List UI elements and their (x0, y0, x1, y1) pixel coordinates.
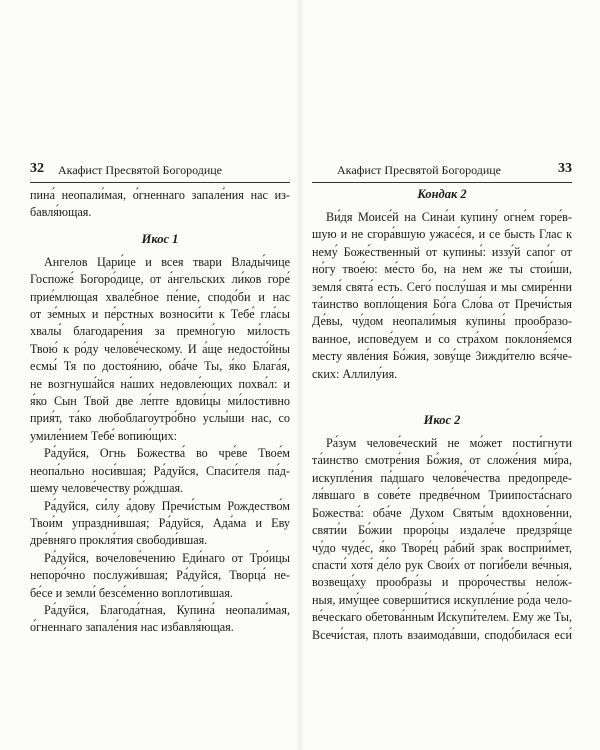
text-line: возвеща́ху прообра́зы и проро́чествы нело́ж- (312, 575, 572, 590)
text-line: бавля́ющая. (30, 205, 92, 220)
text-line: хвалы́ благодаре́ния за премно́гую ми́лость (30, 324, 290, 339)
running-head-left (30, 162, 290, 182)
text-line: спасти́ хотя́ де́ло рук Свои́х от поги́бели ве́чныя, (312, 557, 572, 572)
right-page (300, 0, 600, 750)
running-title-left: Акафист Пресвятой Богородице (58, 163, 223, 177)
kondak-2-heading: Кондак 2 (417, 187, 467, 201)
text-line: Твою́ к ро́ду челове́ческому. И а́ще недосто́йны (30, 341, 290, 356)
ikos-1-text (30, 254, 290, 637)
text-line: Ра́дуйся, Благода́тная, Купина́ неопали́мая, (44, 602, 290, 617)
text-line: бе́се и земли́ безсе́менно воплоти́вшая. (30, 585, 233, 600)
text-line: ских: Аллилу́ия. (312, 366, 398, 381)
text-line: та́инство смотре́ния Бо́жия, от сложе́ния ми́ра, (312, 453, 572, 468)
text-line: прие́млющая хвале́бное пе́ние, сподо́би и нас (30, 289, 290, 304)
text-line: ванное, испове́дуем и со стра́хом поклоня́емся (312, 331, 572, 346)
text-line: ля́вшаго в сове́те предве́чном Триипоста́снаго (312, 488, 572, 503)
text-line: не возгнуша́йся на́ших недовле́ющих похва́л: и (30, 376, 290, 391)
ikos-2-text (312, 435, 572, 644)
text-line: я́ко Сын Твой две ле́пте вдови́цы ми́лостивно (30, 394, 290, 409)
page-number-right: 33 (558, 161, 572, 176)
text-line: дре́вняго прокля́тия свободи́вшая. (30, 533, 208, 548)
text-line: месту явле́ния Бо́жия, зову́ще Зижди́телю вся́че- (312, 349, 572, 364)
text-line: Всечи́стая, плоть взаимода́вши, сподо́билася еси́ (312, 627, 572, 642)
text-line: Ра́дуйся, си́лу а́дову Пречи́стым Рождество́м (44, 498, 290, 513)
running-head-right (312, 162, 572, 182)
text-line: чу́до чуде́с, я́ко Творе́ц ра́бий зрак восприи́мет, (312, 540, 572, 555)
text-line: о́гненнаго запале́ния нас избавля́ющая. (30, 620, 234, 635)
text-line: шему челове́честву ро́ждшая. (30, 481, 184, 496)
text-line: пина́ неопали́мая, о́гненнаго запале́ния нас из- (30, 188, 290, 202)
running-title-right: Акафист Пресвятой Богородице (337, 163, 502, 177)
text-line: ныя, иму́щее соверши́тися искупле́ние ро́да чело- (312, 592, 572, 607)
text-line: Ра́дуйся, вочелове́чению Еди́наго от Тро́ицы (44, 550, 290, 565)
text-line: нему́ Боже́ственный от купины́: иззу́й сапо́г от (312, 244, 572, 259)
kondak-2-text (312, 209, 572, 383)
text-line: но́гу твое́ю: ме́сто бо, на нем же ты стои́ши, (312, 262, 572, 277)
page-number-left: 32 (30, 161, 44, 176)
top-continuation (30, 187, 290, 222)
header-rule-right (312, 182, 572, 183)
ikos-1-heading: Икос 1 (141, 231, 179, 246)
text-line: Де́вы, чу́дом неопали́мыя купины́ прообразо- (312, 314, 572, 329)
text-line: Ра́дуйся, Огнь Божества́ во чре́ве Твое́м (44, 446, 290, 461)
text-line: Ви́дя Моисе́й на Сина́и купину́ огне́м горе́в- (326, 210, 572, 224)
text-line: неопа́льно носи́вшая; Ра́дуйся, Спаси́теля па́д- (30, 463, 290, 478)
text-line: Ангелов Цари́це и всея твари Влады́чице (44, 254, 290, 269)
text-line: шую и не сгора́вшую ужасе́ся, и се бысть Глас к (312, 227, 572, 242)
text-line: прия́т, та́ко любоблагоутро́бно услы́ши нас, со (30, 411, 290, 426)
text-line: непоро́чно послужи́вшая; Ра́дуйся, Творца́ не- (30, 568, 290, 583)
text-line: святи́и Бо́жии проро́цы издале́че предзря́ще (312, 523, 572, 538)
ikos-2-heading: Икос 2 (423, 413, 461, 428)
text-line: Госпоже́ Богоро́дице, от а́нгельских ли́ков горе́ (30, 272, 290, 287)
text-line: земля́ свята́ есть. Сего́ послу́шая и мы смире́нни (312, 279, 572, 294)
text-line: умиле́нием Тебе́ вопию́щих: (30, 428, 178, 443)
text-line: Божества́: оба́че Духом Святы́м вдохнове́нни, (312, 505, 572, 520)
text-line: ве́ческаго обетова́нным Искупи́телем. Ему же Ты, (312, 610, 572, 625)
text-line: та́инство вопло́щения Бо́га Сло́ва от Пречи́стыя (312, 297, 572, 312)
text-line: от зе́мных и пе́рстных возноси́ти к Тебе́ гла́сы (30, 307, 290, 322)
text-line: Твои́м упраздни́вшая; Ра́дуйся, Ада́ма и Еву (30, 515, 290, 530)
header-rule-left (30, 182, 290, 183)
text-line: есмы́ Тя по достоя́нию, оба́че Ты, я́ко Блага́я, (30, 359, 290, 374)
text-line: искупле́ния па́дшаго челове́чества предопреде- (312, 470, 572, 485)
text-line: Ра́зум челове́ческий не мо́жет пости́гнути (326, 436, 572, 451)
